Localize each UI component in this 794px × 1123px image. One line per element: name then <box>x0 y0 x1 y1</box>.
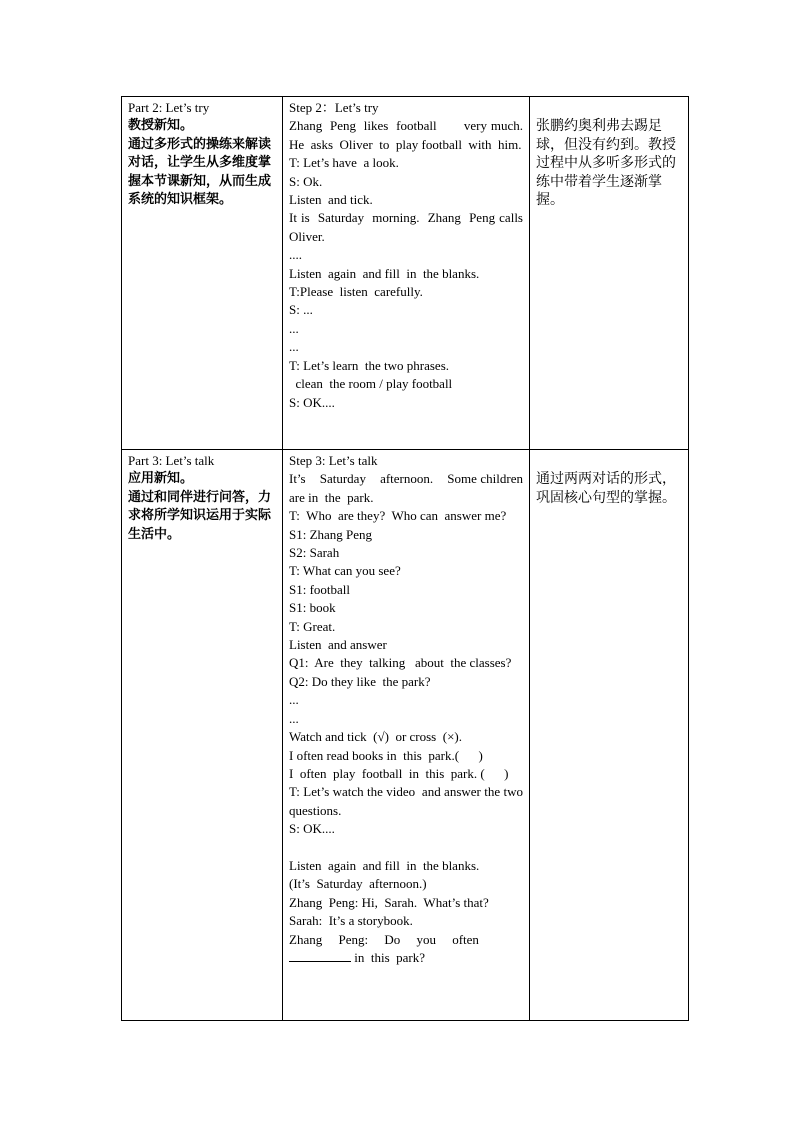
procedure-line: S: ... <box>289 302 313 318</box>
procedure-line: Q1: Are they talking about the classes? <box>289 655 512 671</box>
part-cell <box>122 450 283 1021</box>
procedure-line: Zhang Peng likes football very much. He asks Oliver to play football with him. <box>289 118 530 152</box>
procedure-line <box>289 839 523 857</box>
procedure-line: S: Ok. <box>289 173 323 189</box>
procedure-cell <box>283 97 530 450</box>
answer-blank[interactable] <box>289 949 351 962</box>
procedure-line: clean the room / play football <box>289 376 453 392</box>
procedure-line: T: Great. <box>289 618 336 634</box>
procedure-line: S2: Sarah <box>289 545 340 561</box>
procedure-line: Listen again and fill in the blanks. <box>289 265 480 281</box>
table-row-part3 <box>122 450 689 1021</box>
procedure-line: T: Let’s have a look. <box>289 155 399 171</box>
procedure-line: S: OK.... <box>289 821 335 837</box>
part-cell <box>122 97 283 450</box>
procedure-line: ... <box>289 339 299 355</box>
procedure-line: I often play football in this park. ( ) <box>289 765 509 781</box>
procedure-line: Step 2：Let’s try <box>289 100 379 115</box>
procedure-line: in this park? <box>351 949 426 965</box>
part-title: Part 2: Let’s try <box>128 100 210 115</box>
procedure-line: It is Saturday morning. Zhang Peng calls Oliver. <box>289 210 530 244</box>
procedure-line: S1: book <box>289 600 336 616</box>
procedure-line: T:Please listen carefully. <box>289 284 423 300</box>
procedure-line: ... <box>289 710 299 726</box>
procedure-line: Sarah: It’s a storybook. <box>289 913 413 929</box>
procedure-line: Step 3: Let’s talk <box>289 453 378 468</box>
part-description: 通过多形式的操练来解读对话，让学生从多维度掌握本节课新知，从而生成系统的知识框架。 <box>128 136 272 208</box>
procedure-line: Watch and tick (√) or cross (×). <box>289 729 462 745</box>
procedure-line: .... <box>289 247 302 263</box>
note-text: 通过两两对话的形式，巩固核心句型的掌握。 <box>536 471 676 506</box>
procedure-line: Q2: Do they like the park? <box>289 673 431 689</box>
procedure-line: Listen and tick. <box>289 192 373 208</box>
note-text: 张鹏约奥利弗去踢足球，但没有约到。教授过程中从多听多形式的练中带着学生逐渐掌握。 <box>536 118 676 209</box>
procedure-line: I often read books in this park.( ) <box>289 747 483 763</box>
procedure-line: Zhang Peng: Do you often <box>289 931 479 947</box>
part-description: 通过和同伴进行问答，力求将所学知识运用于实际生活中。 <box>128 489 272 542</box>
procedure-line: ... <box>289 320 299 336</box>
note-cell <box>530 450 689 1021</box>
procedure-cell <box>283 450 533 1021</box>
lesson-plan-table <box>121 96 689 1021</box>
procedure-line: S: OK.... <box>289 394 335 410</box>
procedure-line: ... <box>289 692 299 708</box>
procedure-line: Listen again and fill in the blanks. <box>289 857 480 873</box>
note-cell <box>530 97 689 450</box>
procedure-line: Listen and answer <box>289 637 387 653</box>
part-title: Part 3: Let’s talk <box>128 453 215 468</box>
procedure-line: S1: football <box>289 581 351 597</box>
procedure-line: T: Let’s watch the video and answer the two questions. <box>289 784 527 818</box>
procedure-line: T: Let’s learn the two phrases. <box>289 357 449 373</box>
part-heading: 教授新知。 <box>128 118 194 134</box>
procedure-line: (It’s Saturday afternoon.) <box>289 876 427 892</box>
procedure-line: T: Who are they? Who can answer me? <box>289 508 507 524</box>
procedure-line: It’s Saturday afternoon. Some children are in the park. <box>289 471 533 505</box>
table-row-part2 <box>122 97 689 450</box>
procedure-line: Zhang Peng: Hi, Sarah. What’s that? <box>289 894 489 910</box>
fill-blank-line <box>289 949 523 967</box>
part-heading: 应用新知。 <box>128 471 194 487</box>
procedure-line: S1: Zhang Peng <box>289 526 373 542</box>
procedure-line: T: What can you see? <box>289 563 401 579</box>
